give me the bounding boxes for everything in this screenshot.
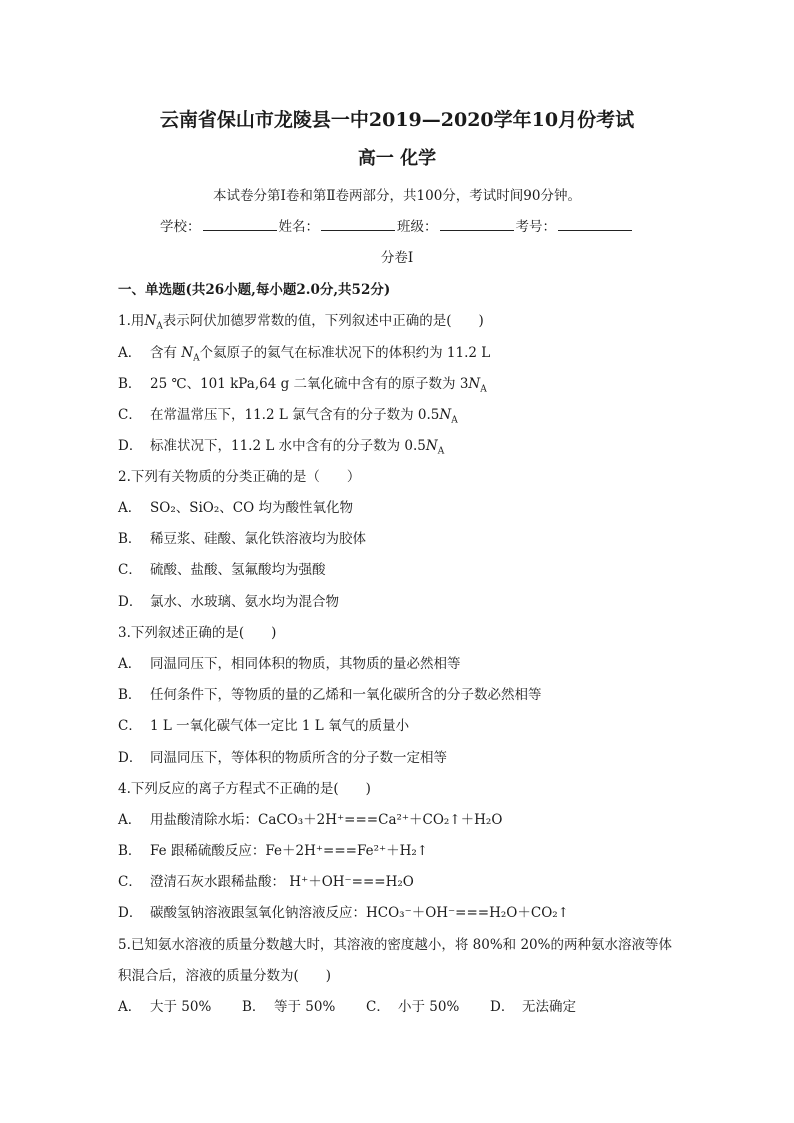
name-blank[interactable] xyxy=(321,218,395,231)
exam-subtitle: 高一 化学 xyxy=(357,148,437,169)
q2-option-b[interactable]: B． 稀豆浆、硅酸、氯化铁溶液均为胶体 xyxy=(118,531,366,547)
part-label: 分卷I xyxy=(380,250,414,266)
exam-number-blank[interactable] xyxy=(558,218,632,231)
q3-option-d[interactable]: D． 同温同压下，等体积的物质所含的分子数一定相等 xyxy=(118,750,447,766)
q1-option-a[interactable]: A． 含有 $N_A$个氦原子的氦气在标准状况下的体积约为 11.2 L xyxy=(118,345,491,364)
question-1-stem: 1.用$N_A$表示阿伏加德罗常数的值，下列叙述中正确的是( ) xyxy=(118,313,484,332)
q2-option-d[interactable]: D． 氯水、水玻璃、氨水均为混合物 xyxy=(118,594,339,610)
q5-option-c[interactable]: C． 小于 50% xyxy=(366,999,460,1015)
q5-option-a[interactable]: A． 大于 50% xyxy=(118,999,212,1015)
q1-option-d[interactable]: D． 标准状况下，11.2 L 水中含有的分子数为 $0.5N_A$ xyxy=(118,438,445,457)
q4-option-b[interactable]: B． Fe 跟稀硫酸反应：Fe＋2H⁺===Fe²⁺＋H₂↑ xyxy=(118,843,429,859)
section-heading: 一、单选题(共26小题,每小题2.0分,共52分) xyxy=(118,282,391,298)
exam-title: 云南省保山市龙陵县一中2019—2020学年10月份考试 xyxy=(159,109,635,131)
q1-option-c[interactable]: C． 在常温常压下，11.2 L 氯气含有的分子数为 $0.5N_A$ xyxy=(118,407,458,426)
q3-option-c[interactable]: C． 1 L 一氧化碳气体一定比 1 L 氧气的质量小 xyxy=(118,718,410,734)
q3-option-b[interactable]: B． 任何条件下，等物质的量的乙烯和一氧化碳所含的分子数必然相等 xyxy=(118,687,542,703)
q4-option-a[interactable]: A． 用盐酸清除水垢：CaCO₃＋2H⁺===Ca²⁺＋CO₂↑＋H₂O xyxy=(118,812,503,828)
exam-number-label: 考号： xyxy=(515,219,556,235)
q2-option-c[interactable]: C． 硫酸、盐酸、氢氟酸均为强酸 xyxy=(118,562,326,578)
question-4-stem: 4.下列反应的离子方程式不正确的是( ) xyxy=(118,781,371,797)
school-label: 学校： xyxy=(160,219,201,235)
question-3-stem: 3.下列叙述正确的是( ) xyxy=(118,625,277,641)
school-blank[interactable] xyxy=(203,218,277,231)
q2-option-a[interactable]: A． SO₂、SiO₂、CO 均为酸性氧化物 xyxy=(118,500,353,516)
class-label: 班级： xyxy=(397,219,438,235)
question-2-stem: 2.下列有关物质的分类正确的是（ ） xyxy=(118,469,361,485)
q1-option-b[interactable]: B． 25 ℃、101 kPa,64 g 二氧化硫中含有的原子数为 $3N_A$ xyxy=(118,376,487,395)
student-info-fields xyxy=(0,218,794,236)
na-symbol: N xyxy=(144,313,157,329)
class-blank[interactable] xyxy=(440,218,514,231)
name-label: 姓名： xyxy=(278,219,319,235)
exam-intro: 本试卷分第Ⅰ卷和第Ⅱ卷两部分，共100分，考试时间90分钟。 xyxy=(213,188,581,204)
q4-option-c[interactable]: C． 澄清石灰水跟稀盐酸： H⁺＋OH⁻===H₂O xyxy=(118,874,414,890)
question-5-stem-line2: 积混合后，溶液的质量分数为( ) xyxy=(118,968,332,984)
q5-option-d[interactable]: D． 无法确定 xyxy=(490,999,576,1015)
q5-options-row xyxy=(118,998,614,1016)
question-5-stem-line1: 5.已知氨水溶液的质量分数越大时，其溶液的密度越小，将 80%和 20%的两种氨水溶液等体 xyxy=(118,937,672,953)
q5-option-b[interactable]: B． 等于 50% xyxy=(242,999,336,1015)
q4-option-d[interactable]: D． 碳酸氢钠溶液跟氢氧化钠溶液反应：HCO₃⁻＋OH⁻===H₂O＋CO₂↑ xyxy=(118,905,569,921)
q3-option-a[interactable]: A． 同温同压下，相同体积的物质，其物质的量必然相等 xyxy=(118,656,461,672)
